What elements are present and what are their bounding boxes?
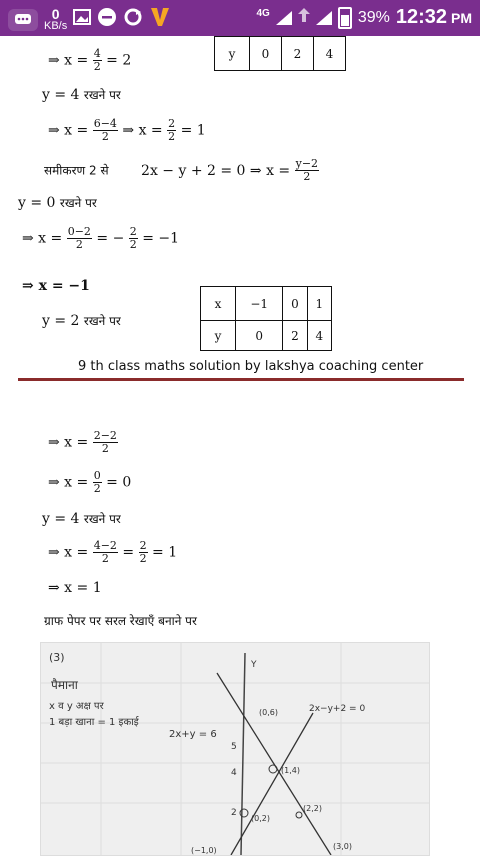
substitution-line: y = 2 रखने पर [42,313,121,329]
table-mid-cell: 4 [307,321,331,351]
wifi-icon [298,8,310,27]
signal-icon [276,11,292,25]
graph-scale-title: पैमाना [51,678,78,692]
graph-number: (3) [49,651,65,664]
graph-scale-line: 1 बड़ा खाना = 1 इकाई [49,717,139,728]
table-top-y-label: y [215,37,250,71]
kbps-indicator [44,7,67,32]
table-mid-cell: 0 [236,321,283,351]
graph-point-label: (0,2) [251,814,270,823]
table-top-cell: 4 [314,37,346,71]
substitution-line: y = 4 रखने पर [42,87,121,103]
table-mid-cell: −1 [236,287,283,321]
equation-line: ⇒ x = $\frac{0}{2}$ = 0 [48,469,132,496]
equation-line: ⇒ x = $\frac{0-2}{2}$ = − $\frac{2}{2}$ = −1 [22,225,180,252]
kb-value: 0 [51,6,60,22]
network-type: 4G [256,8,270,19]
battery-icon [338,7,352,29]
values-table-top [214,36,346,71]
clock: 12:32 [395,6,447,28]
graph-point-label: (3,0) [333,842,352,851]
graph-axis-label: 2 [231,808,237,818]
table-mid-y-label: y [201,321,236,351]
image-icon [73,9,91,30]
substitution-line: y = 4 रखने पर [42,511,121,527]
chat-icon [8,9,38,31]
v-app-icon [149,6,171,33]
sync-icon [123,7,143,32]
graph-axis-label: 4 [231,768,237,778]
document-page [0,36,480,854]
graph-axis-label: 5 [231,742,237,752]
clock-ampm: PM [451,9,472,26]
table-mid-cell: 2 [283,321,307,351]
table-mid-cell: 1 [307,287,331,321]
signal-icon-2 [316,11,332,25]
minus-circle-icon [97,7,117,32]
battery-percent: 39% [357,8,390,26]
equation-line: ⇒ x = 1 [48,580,102,596]
graph-drawing [41,643,429,855]
kb-unit: KB/s [44,20,68,32]
graph-line-label: 2x−y+2 = 0 [309,704,366,714]
graph-photo [40,642,430,856]
graph-point-label: (2,2) [303,804,322,813]
equation-line: समीकरण 2 से 2x − y + 2 = 0 ⇒ x = $\frac{y-2}{2}$ [44,157,319,184]
graph-point-label: (0,6) [259,708,278,717]
equation-line: ⇒ x = $\frac{4}{2}$ = 2 [48,47,132,74]
equation-line: ⇒ x = $\frac{6-4}{2}$ ⇒ x = $\frac{2}{2}$ = 1 [48,117,206,144]
graph-point-label: (−1,0) [191,846,217,855]
graph-line-label: 2x+y = 6 [169,729,217,740]
table-top-cell: 2 [282,37,314,71]
table-top-cell: 0 [250,37,282,71]
page-footer-title: 9 th class maths solution by lakshya coaching center [78,359,424,374]
values-table-mid [200,286,332,351]
graph-axis-label: Y [251,660,257,670]
status-bar [0,0,480,36]
graph-scale-line: x व y अक्ष पर [49,701,104,712]
table-mid-x-label: x [201,287,236,321]
substitution-line: y = 0 रखने पर [18,195,97,211]
table-mid-cell: 0 [283,287,307,321]
page-divider [18,378,464,381]
equation-line: ⇒ x = $\frac{2-2}{2}$ [48,429,117,456]
equation-line: ⇒ x = $\frac{4-2}{2}$ = $\frac{2}{2}$ = 1 [48,539,178,566]
fraction: $\frac{4}{2}$ [93,47,101,74]
graph-point-label: (1,4) [281,766,300,775]
graph-caption: ग्राफ पेपर पर सरल रेखाएँ बनाने पर [44,614,197,628]
equation-line: ⇒ x = −1 [22,278,90,294]
